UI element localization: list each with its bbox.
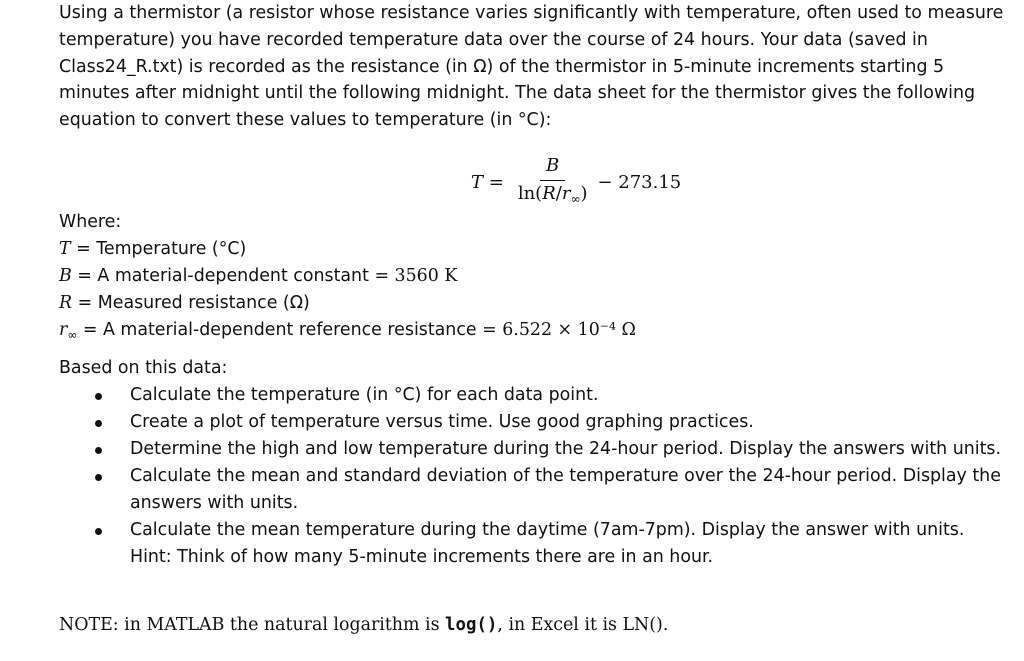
task-text: Calculate the mean and standard deviation of the temperature over the 24-hour period. Display the answers with units.: [130, 466, 1001, 513]
definition-reference-resistance: [59, 317, 1009, 344]
note-suffix: .: [662, 615, 669, 635]
note-line: [59, 612, 668, 639]
infinity-subscript: ∞: [67, 328, 78, 342]
definition-value: = 3560 K: [374, 266, 458, 286]
note-middle: , in Excel it is: [497, 615, 623, 635]
denominator-r-symbol: R: [542, 182, 556, 204]
task-text: Calculate the mean temperature during the daytime (7am-7pm). Display the answer with units. Hint: Think of how many 5-minute increments there are in an hour.: [130, 520, 965, 567]
temperature-equation: [471, 152, 681, 212]
based-on-heading: Based on this data:: [59, 358, 228, 378]
bullet-icon: [95, 393, 102, 400]
definition-text: = A material-dependent reference resistance: [77, 320, 483, 340]
symbol-t: T: [59, 239, 71, 259]
equation-numerator: B: [540, 155, 565, 181]
bullet-icon: [95, 447, 102, 454]
equation-fraction: [518, 155, 588, 210]
list-item: [59, 517, 1009, 571]
denominator-rinf-symbol: r: [561, 182, 571, 204]
close-paren: ): [580, 182, 588, 204]
symbol-b: B: [59, 266, 72, 286]
task-list: [59, 382, 1009, 571]
definition-resistance: [59, 290, 1009, 317]
bullet-icon: [95, 474, 102, 481]
symbol-r-infinity: r: [59, 320, 68, 340]
bullet-icon: [95, 420, 102, 427]
equation-denominator: [518, 181, 588, 210]
list-item: [59, 382, 1009, 409]
task-text: Determine the high and low temperature during the 24-hour period. Display the answers with units.: [130, 439, 1002, 459]
infinity-subscript: ∞: [570, 191, 581, 206]
symbol-r: R: [59, 293, 73, 313]
definition-text: = Temperature (°C): [70, 239, 247, 259]
definition-b-constant: [59, 263, 1009, 290]
bullet-icon: [95, 528, 102, 535]
note-prefix: NOTE: in MATLAB the natural logarithm is: [59, 615, 446, 635]
list-item: [59, 409, 1009, 436]
definition-text: = A material-dependent constant: [71, 266, 375, 286]
slash-text: /: [555, 182, 562, 204]
task-text: Create a plot of temperature versus time. Use good graphing practices.: [130, 412, 754, 432]
matlab-function: log(): [445, 615, 498, 635]
list-item: [59, 436, 1009, 463]
definition-temperature: [59, 236, 1009, 263]
list-item: [59, 463, 1009, 517]
document-page: [59, 0, 1009, 635]
where-heading: Where:: [59, 212, 122, 232]
task-text: Calculate the temperature (in °C) for each data point.: [130, 385, 599, 405]
definition-value: = 6.522 × 10⁻⁴ Ω: [482, 320, 636, 340]
where-section: [59, 209, 1009, 344]
equation-rhs: − 273.15: [597, 171, 682, 193]
ln-text: ln(: [517, 182, 543, 204]
excel-function: LN(): [622, 615, 663, 635]
equation-lhs: T =: [471, 171, 504, 193]
intro-paragraph: Using a thermistor (a resistor whose resistance varies significantly with temperature, often used to measure temperature) you have recorded temperature data over the course of 24 hours. Your data (saved in Class24_R.txt) is recorded as the resistance (in Ω) of the thermistor in 5-minute increments starting 5 minutes after midnight until the following midnight. The data sheet for the thermistor gives the following equation to convert these values to temperature (in °C):: [59, 3, 1004, 131]
definition-text: = Measured resistance (Ω): [72, 293, 310, 313]
